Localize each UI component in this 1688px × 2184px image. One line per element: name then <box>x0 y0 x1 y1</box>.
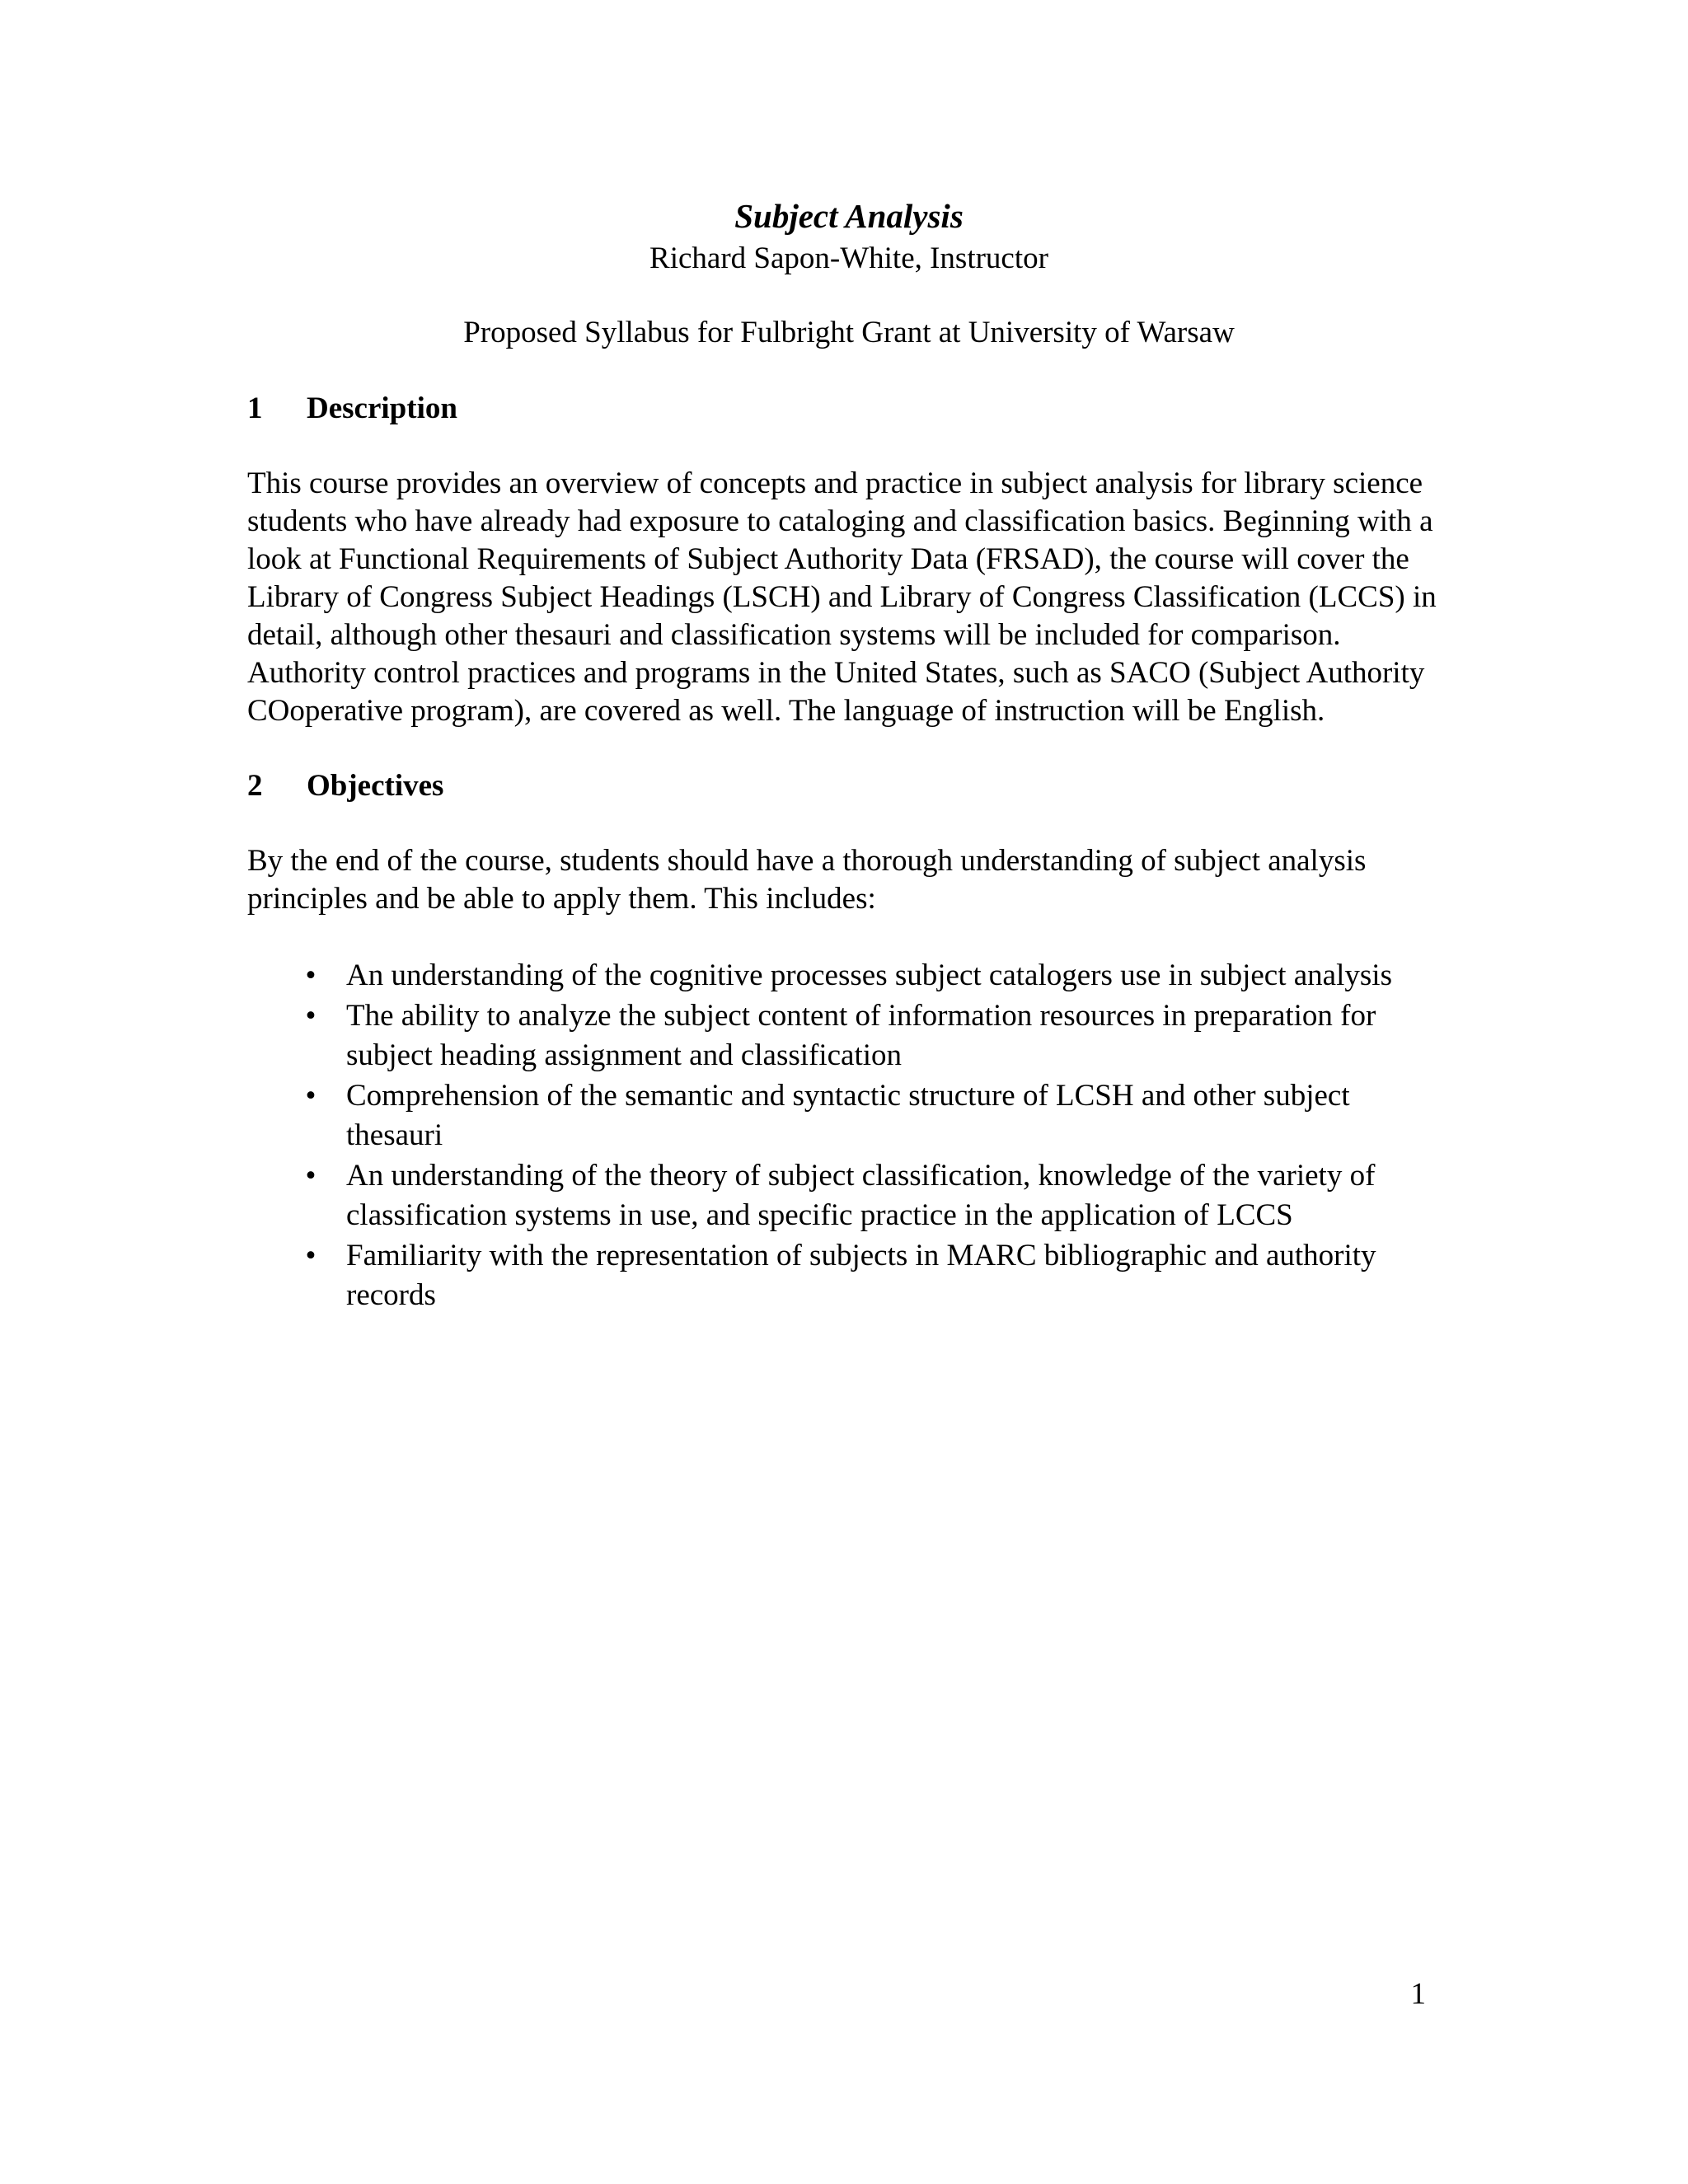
list-item <box>247 1076 1451 1155</box>
bullet-icon: • <box>305 958 316 992</box>
list-item-text: The ability to analyze the subject content of information resources in preparation for subject heading assignment and classification <box>346 999 1376 1072</box>
objectives-paragraph: By the end of the course, students should have a thorough understanding of subject analysis principles and be able to apply them. This includes: <box>247 844 1367 916</box>
section-title: Description <box>307 391 457 425</box>
list-item-text: Familiarity with the representation of subjects in MARC bibliographic and authority records <box>346 1239 1376 1312</box>
bullet-icon: • <box>305 1239 316 1272</box>
objectives-list <box>247 956 1451 1315</box>
list-item-text: An understanding of the theory of subject classification, knowledge of the variety of classification systems in use, and specific practice in the application of LCCS <box>346 1159 1376 1232</box>
section-number: 1 <box>247 391 263 425</box>
list-item-text: An understanding of the cognitive processes subject catalogers use in subject analysis <box>346 958 1392 992</box>
bullet-icon: • <box>305 1079 316 1113</box>
document-title: Subject Analysis <box>734 197 964 235</box>
list-item <box>247 956 1451 996</box>
page-number: 1 <box>1410 1977 1426 2011</box>
list-item <box>247 1156 1451 1235</box>
document-subtitle: Proposed Syllabus for Fulbright Grant at University of Warsaw <box>463 316 1235 349</box>
list-item-text: Comprehension of the semantic and syntactic structure of LCSH and other subject thesauri <box>346 1079 1350 1152</box>
list-item <box>247 996 1451 1076</box>
section-heading-description <box>247 389 1451 429</box>
section-title: Objectives <box>307 769 444 803</box>
author-line: Richard Sapon-White, Instructor <box>649 241 1048 275</box>
list-item <box>247 1236 1451 1315</box>
bullet-icon: • <box>305 1159 316 1193</box>
description-paragraph: This course provides an overview of concepts and practice in subject analysis for library science students who have already had exposure to cataloging and classification basics. Beginning with a look at Functional Requirements of Subject Authority Data (FRSAD), the course will cover the Library of Congress Subject Headings (LSCH) and Library of Congress Classification (LCCS) in detail, although other thesauri and classification systems will be included for comparison. Authority control practices and programs in the United States, such as SACO (Subject Authority COoperative program), are covered as well. The language of instruction will be English. <box>247 466 1437 728</box>
section-heading-objectives <box>247 766 1451 806</box>
bullet-icon: • <box>305 999 316 1033</box>
document-body <box>247 193 1451 1316</box>
section-number: 2 <box>247 769 263 803</box>
